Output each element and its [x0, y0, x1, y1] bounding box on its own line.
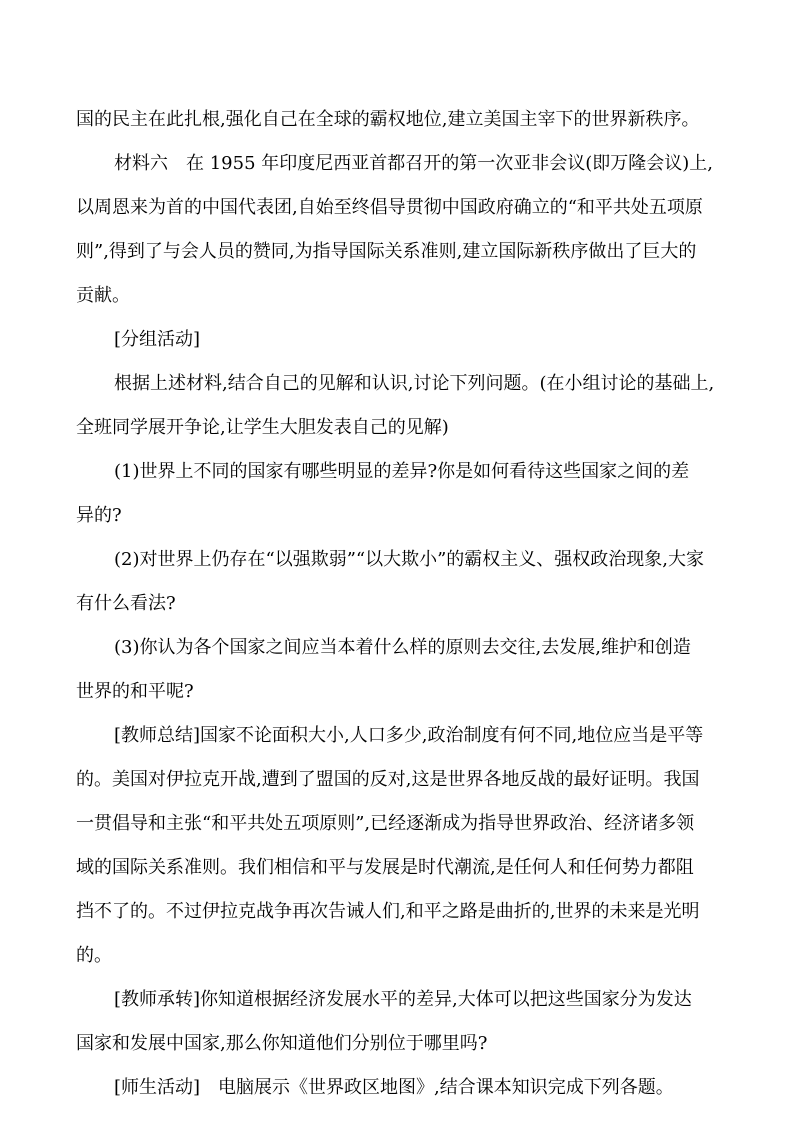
text-line: 则”,得到了与会人员的赞同,为指导国际关系准则,建立国际新秩序做出了巨大的: [76, 241, 697, 262]
section-heading: [分组活动]: [114, 329, 201, 350]
text-line: 国家和发展中国家,那么你知道他们分别位于哪里吗?: [76, 1033, 488, 1054]
text-line: 的。: [76, 945, 112, 966]
question-line: (1)世界上不同的国家有哪些明显的差异?你是如何看待这些国家之间的差: [114, 461, 690, 482]
text-line: 域的国际关系准则。我们相信和平与发展是时代潮流,是任何人和任何势力都阻: [76, 857, 694, 878]
text-line: 挡不了的。不过伊拉克战争再次告诫人们,和平之路是曲折的,世界的未来是光明: [76, 901, 700, 922]
question-line: 异的?: [76, 505, 122, 526]
text-line: 国的民主在此扎根,强化自己在全球的霸权地位,建立美国主宰下的世界新秩序。: [76, 109, 700, 130]
question-line: 世界的和平呢?: [76, 681, 194, 702]
text-line: 根据上述材料,结合自己的见解和认识,讨论下列问题。(在小组讨论的基础上,: [114, 373, 715, 394]
text-line: 一贯倡导和主张“和平共处五项原则”,已经逐渐成为指导世界政治、经济诸多领: [76, 813, 695, 834]
question-line: (2)对世界上仍存在“以强欺弱”“以大欺小”的霸权主义、强权政治现象,大家: [114, 549, 705, 570]
text-line: 材料六 在 1955 年印度尼西亚首都召开的第一次亚非会议(即万隆会议)上,: [114, 153, 714, 174]
question-line: (3)你认为各个国家之间应当本着什么样的原则去交往,去发展,维护和创造: [114, 637, 691, 658]
text-line: [师生活动] 电脑展示《世界政区地图》,结合课本知识完成下列各题。: [114, 1077, 674, 1098]
text-line: 贡献。: [76, 285, 130, 306]
document-body: [76, 98, 730, 1110]
text-line: [教师承转]你知道根据经济发展水平的差异,大体可以把这些国家分为发达: [114, 989, 692, 1010]
question-line: 有什么看法?: [76, 593, 176, 614]
text-line: 以周恩来为首的中国代表团,自始至终倡导贯彻中国政府确立的“和平共处五项原: [76, 197, 703, 218]
text-line: [教师总结]国家不论面积大小,人口多少,政治制度有何不同,地位应当是平等: [114, 725, 704, 746]
text-line: 全班同学展开争论,让学生大胆发表自己的见解): [76, 417, 449, 438]
text-line: 的。美国对伊拉克开战,遭到了盟国的反对,这是世界各地反战的最好证明。我国: [76, 769, 700, 790]
